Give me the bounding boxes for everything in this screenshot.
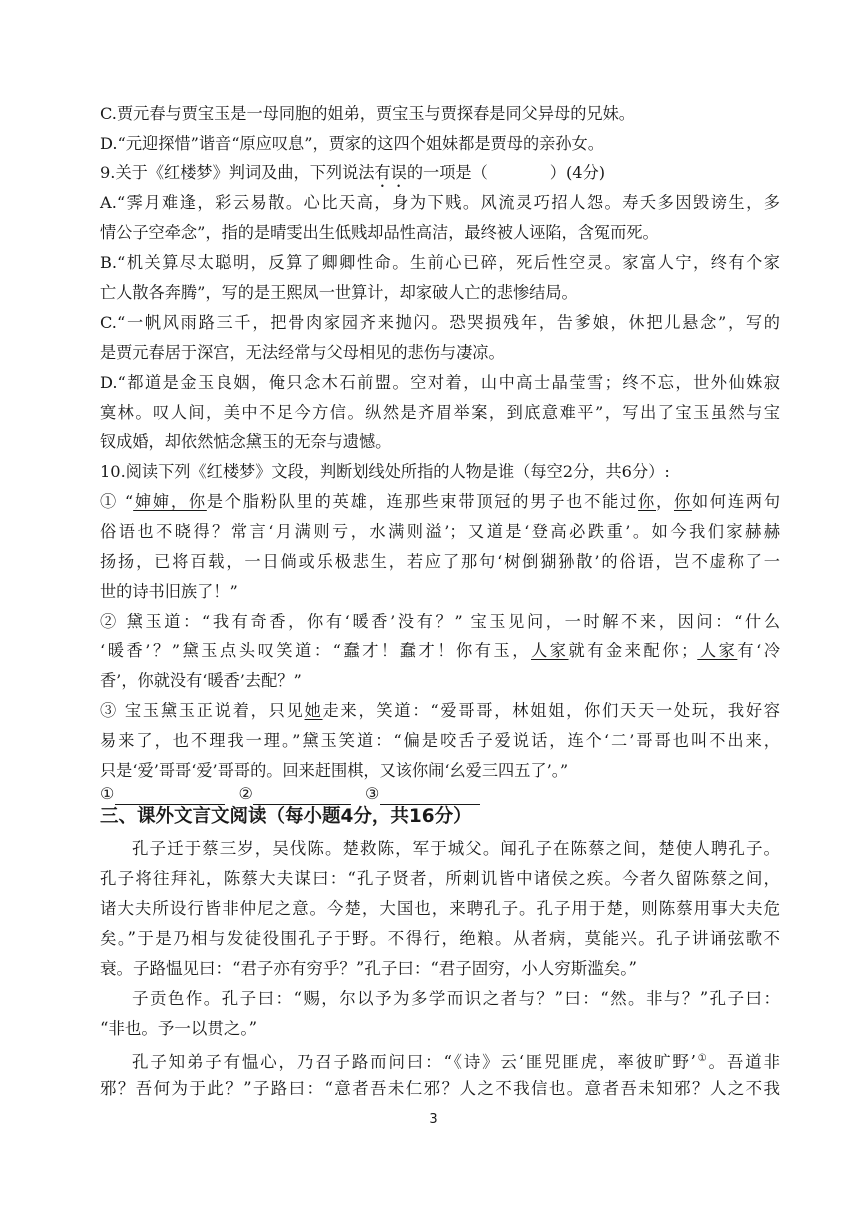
q10-stem: 10.阅读下列《红楼梦》文段，判断划线处所指的人物是谁（每空2分，共6分）: xyxy=(100,462,670,481)
q10-passage1-line2: 俗语也不晓得？常言‘月满则亏，水满则溢’；又道是‘登高必跌重’。如今我们家赫赫 xyxy=(100,522,780,541)
q10-passage2-line1: ② 黛玉道：“我有奇香，你有‘暖香’没有？” 宝玉见问，一时解不来，因问：“什么 xyxy=(100,612,780,631)
q10-underline-3: 你 xyxy=(673,492,692,511)
q10-passage1-line1: ① “婶婶，你是个脂粉队里的英雄，连那些束带顶冠的男子也不能过你，你如何连两句 xyxy=(100,492,781,511)
classical-text-line3: 诸大夫所设行皆非仲尼之意。今楚，大国也，来聘孔子。孔子用于楚，则陈蔡用事大夫危 xyxy=(100,899,780,918)
q10-answer-blanks: ① ② ③ xyxy=(100,783,780,805)
footnote-marker: ① xyxy=(695,1053,709,1064)
q10-underline-1: 婶婶，你 xyxy=(133,492,207,511)
q10-underline-6: 她 xyxy=(304,701,323,720)
page-number: 3 xyxy=(429,1112,438,1127)
classical-text-line5: 衰。子路愠见曰：“君子亦有穷乎？”孔子曰：“君子固穷，小人穷斯滥矣。” xyxy=(100,959,637,978)
q10-passage3-line3: 只是‘爱’哥哥‘爱’哥哥的。回来赶围棋，又该你闹‘幺爱三四五了’。” xyxy=(100,761,569,780)
classical-text-line4: 矣。”于是乃相与发徒役围孔子于野。不得行，绝粮。从者病，莫能兴。孔子讲诵弦歌不 xyxy=(100,929,780,948)
q9-option-d-line2: 寞林。叹人间，美中不足今方信。纵然是齐眉举案，到底意难平”，写出了宝玉虽然与宝 xyxy=(100,403,780,422)
q8-option-c: C.贾元春与贾宝玉是一母同胞的姐弟，贾宝玉与贾探春是同父异母的兄妹。 xyxy=(100,104,635,123)
classical-text-line1: 孔子迁于蔡三岁，吴伐陈。楚救陈，军于城父。闻孔子在陈蔡之间，楚使人聘孔子。 xyxy=(132,839,780,858)
q10-underline-5: 人家 xyxy=(697,641,738,660)
q10-underline-2: 你 xyxy=(638,492,657,511)
q10-passage1-line3: 扬扬，已将百载，一日倘或乐极悲生，若应了那句‘树倒猢狲散’的俗语，岂不虚称了一 xyxy=(100,552,780,571)
classical-text-line7: “非也。予一以贯之。” xyxy=(100,1019,258,1038)
q10-passage2-line2: ‘暖香’？”黛玉点头叹笑道：“蠢才！蠢才！你有玉，人家就有金来配你；人家有‘冷 xyxy=(100,641,781,660)
q9-option-d-line3: 钗成婚，却依然惦念黛玉的无奈与遗憾。 xyxy=(100,432,392,451)
q8-option-d: D.“元迎探惜”谐音“原应叹息”，贾家的这四个姐妹都是贾母的亲孙女。 xyxy=(100,134,604,153)
classical-text-line8: 孔子知弟子有愠心，乃召子路而问曰：“《诗》云‘匪兕匪虎，率彼旷野’①。吾道非 xyxy=(132,1052,780,1072)
classical-text-line9: 邪？吾何为于此？”子路曰：“意者吾未仁邪？人之不我信也。意者吾未知邪？人之不我 xyxy=(100,1079,780,1098)
q9-option-b-line2: 亡人散各奔腾”，写的是王熙凤一世算计，却家破人亡的悲惨结局。 xyxy=(100,283,578,302)
q9-stem: 9.关于《红楼梦》判词及曲，下列说法有误的一项是（ ）(4分) xyxy=(100,163,606,182)
q9-option-d-line1: D.“都道是金玉良姻，俺只念木石前盟。空对着，山中高士晶莹雪；终不忘，世外仙姝寂 xyxy=(100,373,780,392)
answer-blank-2[interactable] xyxy=(253,786,351,805)
answer-blank-3[interactable] xyxy=(380,786,480,805)
answer-blank-1[interactable] xyxy=(115,786,225,805)
section-3-title: 三、课外文言文阅读（每小题4分，共16分） xyxy=(100,806,472,827)
q9-option-a-line2: 情公子空牵念”，指的是晴雯出生低贱却品性高洁，最终被人诬陷，含冤而死。 xyxy=(100,223,659,242)
q10-passage3-line1: ③ 宝玉黛玉正说着，只见她走来，笑道：“爱哥哥，林姐姐，你们天天一处玩，我好容 xyxy=(100,701,780,720)
q10-passage1-line4: 世的诗书旧族了！” xyxy=(100,582,238,601)
q10-underline-4: 人家 xyxy=(531,641,569,660)
q9-option-b-line1: B.“机关算尽太聪明，反算了卿卿性命。生前心已碎，死后性空灵。家富人宁，终有个家 xyxy=(100,253,780,272)
classical-text-line6: 子贡色作。孔子曰：“赐，尔以予为多学而识之者与？”曰：“然。非与？”孔子曰： xyxy=(132,989,780,1008)
q9-emphasis: 有误 xyxy=(374,163,407,182)
q9-option-c-line1: C.“一帆风雨路三千，把骨肉家园齐来抛闪。恐哭损残年，告爹娘，休把儿悬念”，写的 xyxy=(100,313,780,332)
q10-passage3-line2: 易来了，也不理我一理。”黛玉笑道：“偏是咬舌子爱说话，连个‘二’哥哥也叫不出来， xyxy=(100,731,780,750)
q9-option-c-line2: 是贾元春居于深宫，无法经常与父母相见的悲伤与凄凉。 xyxy=(100,343,505,362)
classical-text-line2: 孔子将往拜礼，陈蔡大夫谋曰：“孔子贤者，所刺讥皆中诸侯之疾。今者久留陈蔡之间， xyxy=(100,869,780,888)
q9-option-a-line1: A.“霁月难逢，彩云易散。心比天高，身为下贱。风流灵巧招人怨。寿夭多因毁谤生，多 xyxy=(100,193,780,212)
q10-passage2-line3: 香’，你就没有‘暖香’去配？” xyxy=(100,671,302,690)
